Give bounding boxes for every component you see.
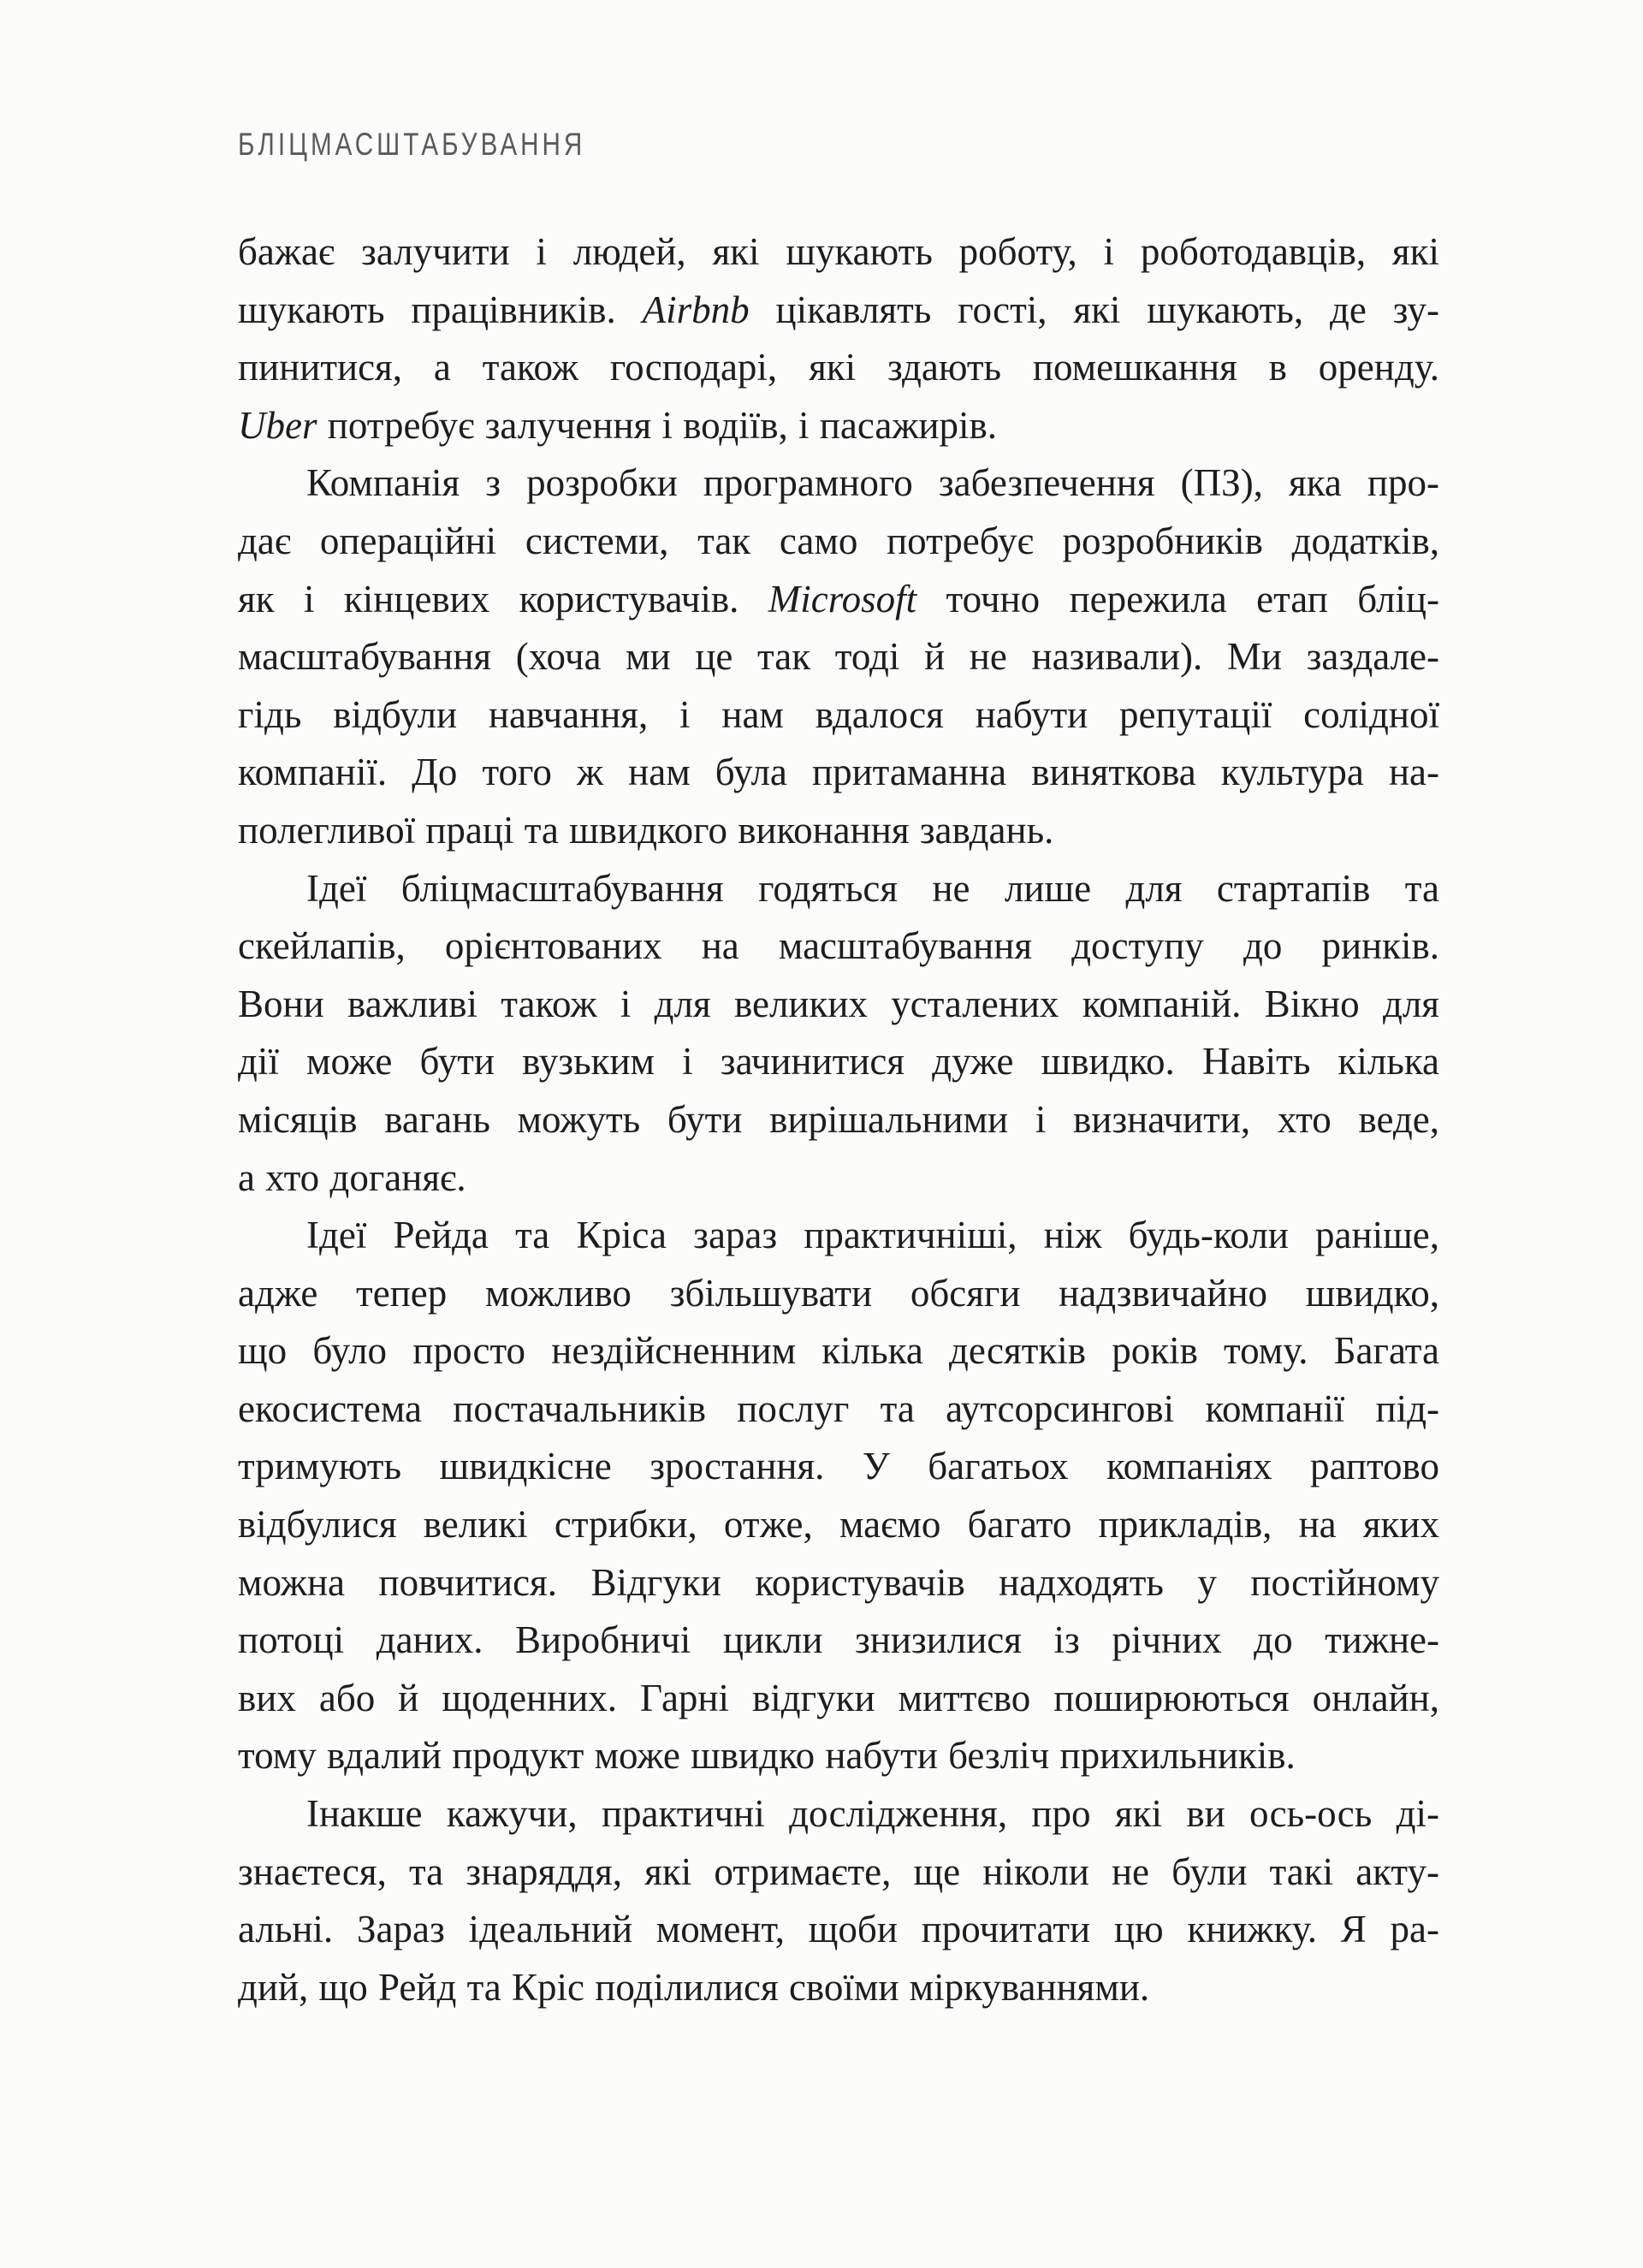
text-line: Ідеї бліцмасштабування годяться не лише для стартапів та: [306, 866, 1439, 910]
text-line: скейлапів, орієнтованих на масштабування доступу до ринків.: [238, 924, 1439, 968]
text-line: Інакше кажучи, практичні дослідження, про які ви ось-ось ді-: [306, 1792, 1439, 1836]
text-line: Uber потребує залучення і водіїв, і пасажирів.: [238, 403, 997, 447]
text-line: місяців вагань можуть бути вирішальними і визначити, хто веде,: [238, 1097, 1439, 1141]
text-line: полегливої праці та швидкого виконання завдань.: [238, 808, 1054, 852]
text-line: компанії. До того ж нам була притаманна виняткова культура на-: [238, 751, 1439, 794]
text-line: відбулися великі стрибки, отже, маємо багато прикладів, на яких: [238, 1503, 1439, 1547]
text-line: тримують швидкісне зростання. У багатьох компаніях раптово: [238, 1445, 1439, 1488]
text-line: можна повчитися. Відгуки користувачів надходять у постійному: [238, 1560, 1439, 1604]
text-line: альні. Зараз ідеальний момент, щоби прочитати цю книжку. Я ра-: [238, 1908, 1439, 1951]
text-line: Ідеї Рейда та Кріса зараз практичніші, ніж будь-коли раніше,: [306, 1214, 1439, 1257]
text-line: що було просто нездійсненним кілька десятків років тому. Багата: [238, 1329, 1439, 1373]
text-line: знаєтеся, та знаряддя, які отримаєте, ще ніколи не були такі акту-: [238, 1849, 1439, 1893]
text-line: дий, що Рейд та Кріс поділилися своїми міркуваннями.: [238, 1965, 1150, 2009]
text-line: тому вдалий продукт може швидко набути безліч прихильників.: [238, 1734, 1296, 1778]
text-line: бажає залучити і людей, які шукають роботу, і роботодавців, які: [238, 230, 1439, 273]
text-line: шукають працівників. Airbnb цікавлять гості, які шукають, де зу-: [238, 288, 1439, 331]
text-line: потоці даних. Виробничі цикли знизилися із річних до тижне-: [238, 1618, 1439, 1662]
body-text-block: [238, 223, 1439, 2016]
text-line: масштабування (хоча ми це так тоді й не називали). Ми заздале-: [238, 635, 1439, 679]
text-line: адже тепер можливо збільшувати обсяги надзвичайно швидко,: [238, 1271, 1439, 1315]
text-line: вих або й щоденних. Гарні відгуки миттєво поширюються онлайн,: [238, 1676, 1439, 1719]
text-line: а хто доганяє.: [238, 1155, 466, 1199]
text-line: гідь відбули навчання, і нам вдалося набути репутації солідної: [238, 692, 1439, 736]
text-line: пинитися, а також господарі, які здають помешкання в оренду.: [238, 346, 1439, 389]
running-header: БЛІЦМАСШТАБУВАННЯ: [238, 127, 586, 162]
text-line: Вони важливі також і для великих усталених компаній. Вікно для: [238, 982, 1439, 1025]
text-line: Компанія з розробки програмного забезпечення (ПЗ), яка про-: [306, 461, 1439, 505]
text-line: дає операційні системи, так само потребує розробників додатків,: [238, 519, 1439, 562]
text-line: екосистема постачальників послуг та аутсорсингові компанії під-: [238, 1386, 1439, 1430]
text-line: дії може бути вузьким і зачинитися дуже швидко. Навіть кілька: [238, 1040, 1439, 1084]
text-line: як і кінцевих користувачів. Microsoft точно пережила етап бліц-: [238, 577, 1439, 620]
